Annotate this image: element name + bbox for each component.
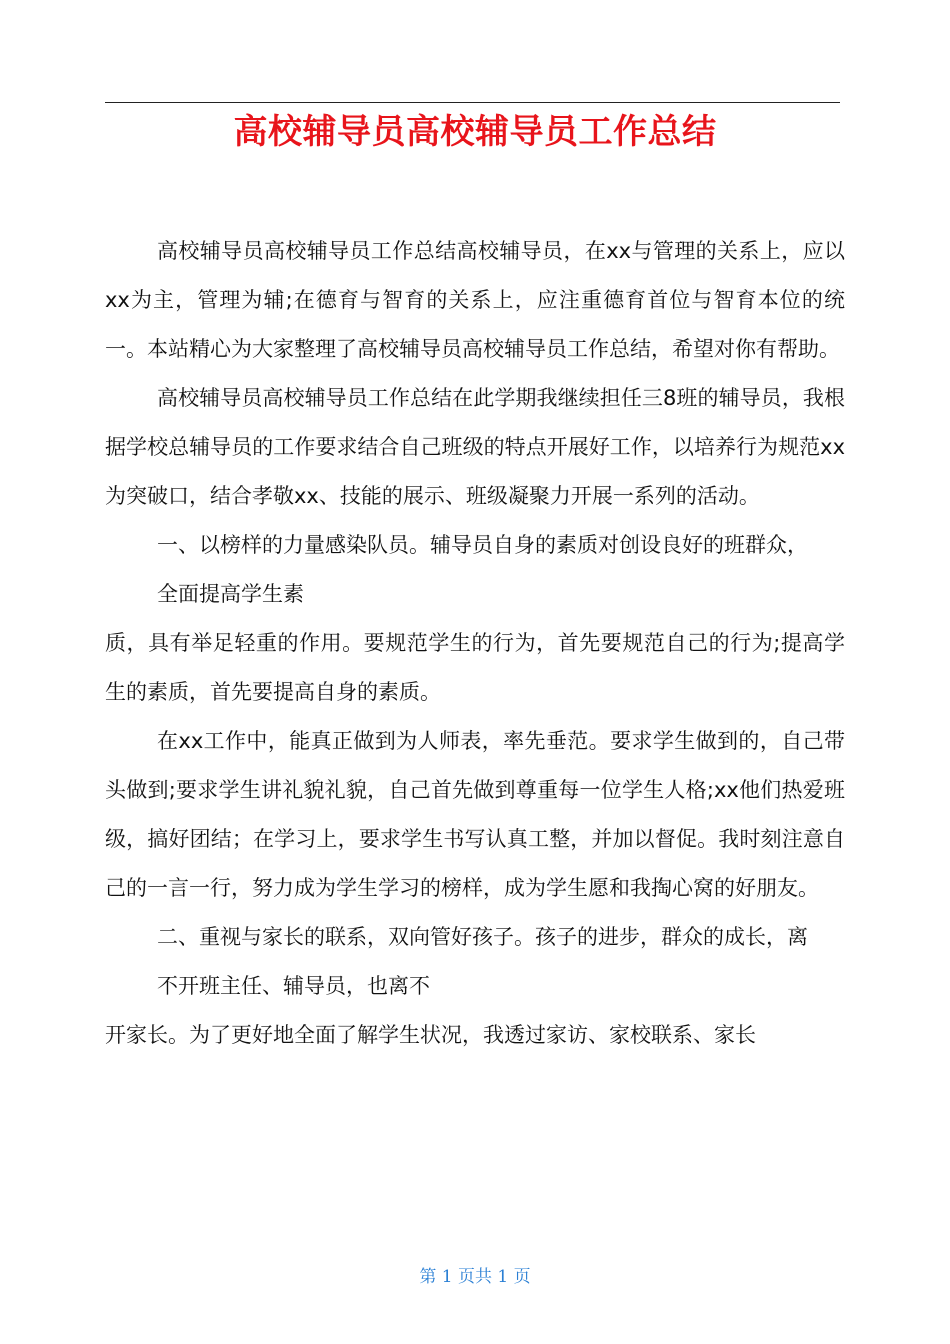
section-2-continuation: 开家长。为了更好地全面了解学生状况，我透过家访、家校联系、家长	[105, 1023, 756, 1047]
document-title: 高校辅导员高校辅导员工作总结	[233, 112, 717, 152]
document-body	[105, 227, 845, 1060]
body-paragraph-overview: 高校辅导员高校辅导员工作总结在此学期我继续担任三8班的辅导员，我根据学校总辅导员的工作要求结合自己班级的特点开展好工作，以培养行为规范xx为突破口，结合孝敬xx、技能的展示、班级凝聚力开展一系列的活动。	[105, 386, 845, 508]
body-paragraph-role-model: 在xx工作中，能真正做到为人师表，率先垂范。要求学生做到的，自己带头做到;要求学生讲礼貌礼貌，自己首先做到尊重每一位学生人格;xx他们热爱班级，搞好团结；在学习上，要求学生书写认真工整，并加以督促。我时刻注意自己的一言一行，努力成为学生学习的榜样，成为学生愿和我掏心窝的好朋友。	[105, 729, 845, 900]
header-rule	[105, 102, 840, 103]
section-1-continuation: 质，具有举足轻重的作用。要规范学生的行为，首先要规范自己的行为;提高学生的素质，首先要提高自身的素质。	[105, 631, 845, 704]
body-paragraph-intro: 高校辅导员高校辅导员工作总结高校辅导员，在xx与管理的关系上，应以xx为主，管理为辅;在德育与智育的关系上，应注重德育首位与智育本位的统一。本站精心为大家整理了高校辅导员高校辅导员工作总结，希望对你有帮助。	[105, 239, 845, 361]
section-heading-1: 一、以榜样的力量感染队员。辅导员自身的素质对创设良好的班群众，全面提高学生素	[157, 533, 808, 606]
page-footer: 第 1 页共 1 页	[419, 1267, 531, 1287]
section-heading-2: 二、重视与家长的联系，双向管好孩子。孩子的进步，群众的成长，离不开班主任、辅导员，也离不	[157, 925, 808, 998]
